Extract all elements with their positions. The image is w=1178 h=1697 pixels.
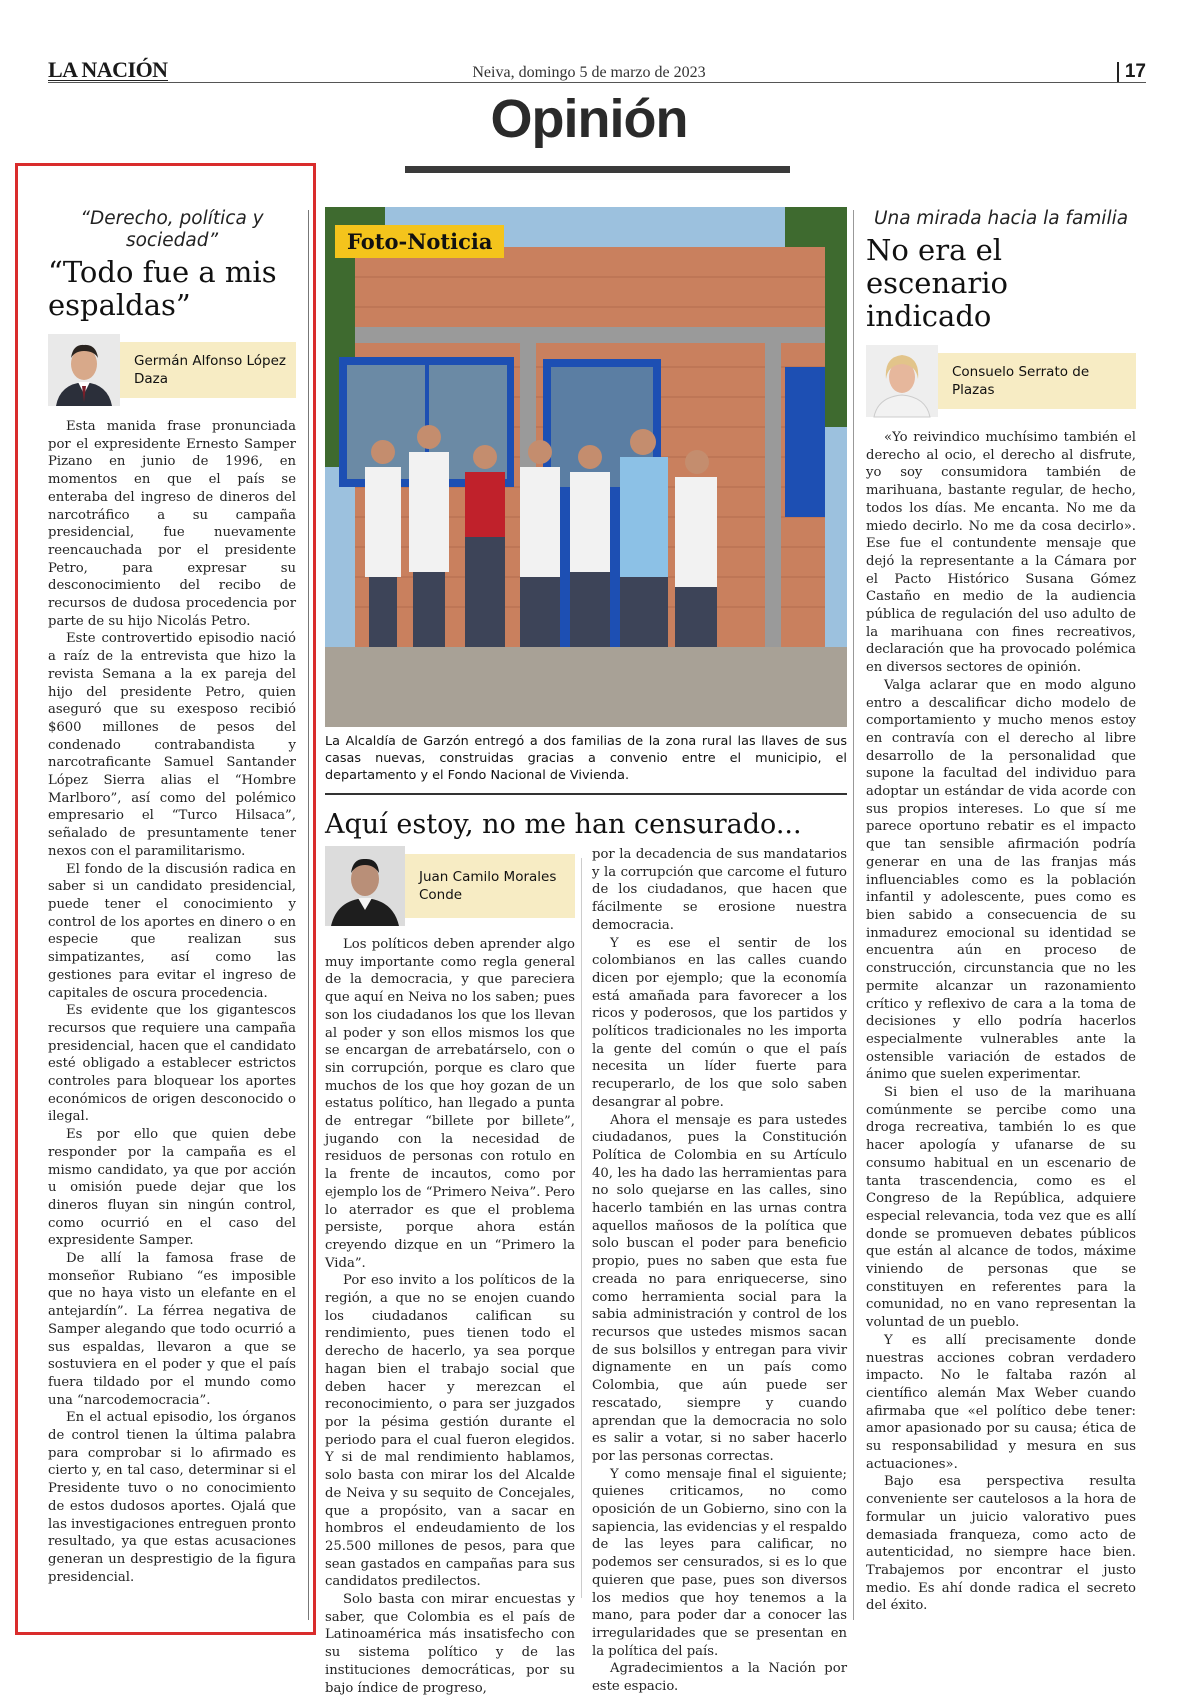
paragraph: De allí la famosa frase de monseñor Rubiano “es imposible que no haya visto un elefante en el antejardín”. La férrea negativa de Samper alegando que todo ocurrió a sus espaldas, llevaron a que se sostuviera en el poder y que el país fuera tildado por el mundo como una “narcodemocracia”. <box>48 1251 296 1408</box>
paragraph: Y es ese el sentir de los colombianos en las calles cuando dicen por ejemplo; que la economía está amañada para favorecer a los ricos y poderosos, que los partidos y políticos tradicionales no les importa la gente del común o que el país necesita un líder fuerte para recuperarlo, de los que solo saben desangrar al pobre. <box>592 935 847 1110</box>
column-divider <box>853 210 854 1620</box>
paragraph: Y como mensaje final el siguiente; quienes criticamos, no como oposición de un Gobierno, sino con la sapiencia, las evidencias y el respaldo de las leyes para calificar, no podemos ser censurados, si es lo que quieren que pase, pues son diversos los medios que hoy tenemos a la mano, para poder dar a conocer las irregularidades que se presentan en la política del país. <box>592 1466 847 1659</box>
photo-tag: Foto-Noticia <box>335 225 504 258</box>
middle-column-1 <box>325 846 575 1697</box>
column-divider <box>581 858 582 1598</box>
byline <box>866 345 1136 417</box>
caption-rule <box>325 793 847 795</box>
paragraph: El fondo de la discusión radica en saber si un candidato presidencial, puede tener el conocimiento y control de los aportes en dinero o en especie que realizan sus simpatizantes, así como las gestiones para evitar el ingreso de capitales de oscura procedencia. <box>48 861 296 1001</box>
paragraph: «Yo reivindico muchísimo también el derecho al ocio, el derecho al disfrute, yo soy consumidora también de marihuana, bastante regular, de hecho, todos los días. Me encanta. No me da miedo decirlo. No me da cosa decirlo». Ese fue el contundente mensaje que dejó la representante a la Cámara por el Pacto Histórico Susana Gómez Castaño en medio de la audiencia pública de regulación del uso adulto de la marihuana con fines recreativos, declaración que ha provocado polémica en diversos sectores de opinión. <box>866 430 1136 676</box>
paragraph: Este controvertido episodio nació a raíz de la entrevista que hizo la revista Semana a la ex pareja del hijo del presidente Petro, quien aseguró que su exesposo recibió $600 millones de pesos del condenado contrabandista y narcotraficante Samuel Santander López Sierra alias el “Hombre Marlboro”, así como del polémico empresario el “Turco Hilsaca”, señalado de presuntamente tener nexos con el paramilitarismo. <box>48 631 296 859</box>
right-column <box>866 208 1136 1615</box>
column-divider <box>308 210 309 1620</box>
author-name: Germán Alfonso López Daza <box>110 342 296 398</box>
photo-caption: La Alcaldía de Garzón entregó a dos familias de la zona rural las llaves de sus casas nuevas, construidas gracias a convenio entre el municipio, el departamento y el Fondo Nacional de Vivienda. <box>325 734 847 783</box>
paragraph: Ahora el mensaje es para ustedes ciudadanos, pues la Constitución Política de Colombia en su Artículo 40, les ha dado las herramientas para no solo quejarse en las calles, sino hacerlo también en las urnas contra aquellos mañosos de la política que solo buscan el poder para beneficio propio, pues no saben que esta fue creada no para enriquecerse, sino como herramienta social para la sabia administración y control de los recursos que ustedes mismos sacan de sus bolsillos y entregan para vivir dignamente en un país como Colombia, que aún puede ser rescatado, siempre y cuando aprendan que la democracia no solo es salir a votar, si no saber hacerlo por las personas correctas. <box>592 1112 847 1464</box>
section-underline <box>405 166 790 173</box>
dateline: Neiva, domingo 5 de marzo de 2023 <box>472 64 706 81</box>
left-column <box>48 208 296 1586</box>
section-title: Opinión <box>490 89 688 149</box>
header-rule <box>48 82 1146 83</box>
paragraph: Y es allí precisamente donde nuestras acciones cobran verdadero impacto. No le faltaba razón al científico alemán Max Weber cuando afirmaba que «el político debe tener: amor apasionado por su causa; ética de su responsabilidad y mesura en sus actuaciones». <box>866 1332 1136 1472</box>
paragraph: por la decadencia de sus mandatarios y la corrupción que carcome el futuro de los ciudadanos, que hacen que fácilmente se erosione nuestra democracia. <box>592 847 847 933</box>
paragraph: Es por ello que quien debe responder por la campaña es el mismo candidato, ya que por acción u omisión puede dejar que los dineros fluyan sin ningún control, como ocurrió en el caso del expresidente Samper. <box>48 1127 296 1249</box>
article-headline: “Todo fue a mis espaldas” <box>48 255 277 322</box>
article-body <box>592 846 847 1696</box>
byline <box>48 334 296 406</box>
article-headline: Aquí estoy, no me han censurado... <box>325 809 802 840</box>
author-name: Juan Camilo Morales Conde <box>395 854 575 918</box>
byline <box>325 846 575 926</box>
author-avatar <box>325 846 405 926</box>
paragraph: Valga aclarar que en modo alguno entro a descalificar dicho modelo de comportamiento y mucho menos estoy en contravía con el derecho al libre desarrollo de la personalidad que supone la facultad del individuo para adoptar un estándar de vida acorde con sus propios intereses. Lo que sí me parece oportuno rebatir es el impacto que tan sensible afirmación podría generar en una de las franjas más influenciables como es la población infantil y adolescente, pues como es bien sabido a consecuencia de su inmadurez emocional su identidad se encuentra aún en proceso de construcción, circunstancia que no les permite alcanzar un razonamiento crítico y reflexivo de cara a la toma de decisiones y ello podría hacerlos especialmente vulnerables ante la ostensible variación de estados de ánimo que suelen experimentar. <box>866 677 1136 1083</box>
author-avatar <box>48 334 120 406</box>
article-body <box>866 429 1136 1615</box>
paragraph: Es evidente que los gigantescos recursos que requiere una campaña presidencial, hacen que el candidato esté obligado a establecer estrictos controles para bloquear los aportes económicos de origen desconocido o ilegal. <box>48 1003 296 1125</box>
paragraph: Agradecimientos a la Nación por este espacio. <box>592 1661 847 1695</box>
paragraph: Si bien el uso de la marihuana comúnmente se percibe como una droga recreativa, también lo es que hacer apología y ufanarse de su consumo habitual en un escenario de tanta trascendencia, como es el Congreso de la República, adquiere especial relevancia, toda vez que es allí donde se promueven debates públicos que están al alcance de todos, máxime viniendo de personas que se constituyen en referentes para la comunidad, no en vano representan la voluntad de un pueblo. <box>866 1085 1136 1331</box>
paragraph: En el actual episodio, los órganos de control tienen la última palabra para comprobar si lo afirmado es cierto y, en tal caso, determinar si el Presidente tuvo o no conocimiento de estos dudosos aportes. Ojalá que las investigaciones entreguen pronto resultado, ya que estas acusaciones generan un desprestigio de la figura presidencial. <box>48 1410 296 1585</box>
paragraph: Solo basta con mirar encuestas y saber, que Colombia es el país de Latinoamérica más insatisfecho con su sistema político y de las instituciones democráticas, por su bajo índice de progreso, <box>325 1592 575 1696</box>
newspaper-logo: LA NACIÓN <box>48 57 168 82</box>
column-kicker: “Derecho, política y sociedad” <box>80 208 264 251</box>
paragraph: Los políticos deben aprender algo muy importante como regla general de la democracia, y que pareciera que aquí en Neiva no los saben; pues son los ciudadanos los que los llevan al poder y son ellos mismos los que se encargan de arrebatárselo, con o sin corrupción, porque es claro que muchos de los que hoy gozan de un estatus político, han llegado a punta de entregar “billete por billete”, jugando con la necesidad de residuos de personas con rotulo en la frente de incautos, como por ejemplo los de “Primero Neiva”. Pero lo aterrador es que el problema persiste, porque ahora están creyendo dizque en un “Primero la Vida”. <box>325 937 575 1271</box>
paragraph: Esta manida frase pronunciada por el expresidente Ernesto Samper Pizano en junio de 1996, en momentos en que el país se enteraba del ingreso de dineros del narcotráfico a su campaña presidencial, fue nuevamente reencauchada por el presidente Petro, para expresar su desconocimiento del recibo de recursos de dudosa procedencia por parte de su hijo Nicolás Petro. <box>48 419 296 629</box>
article-body <box>48 418 296 1586</box>
middle-column-2 <box>592 846 847 1696</box>
column-kicker: Una mirada hacia la familia <box>873 208 1129 229</box>
article-body <box>325 936 575 1697</box>
article-headline: No era el escenario indicado <box>866 233 1009 333</box>
news-photo <box>325 207 847 727</box>
author-avatar <box>866 345 938 417</box>
page-number: 17 <box>1117 62 1146 82</box>
author-name: Consuelo Serrato de Plazas <box>928 353 1136 409</box>
paragraph: Por eso invito a los políticos de la región, a que no se enojen cuando los ciudadanos califican su rendimiento, pues tienen todo el derecho de hacerlo, ya sea porque hagan bien el trabajo social que deben hacer y merezcan el reconocimiento, o para ser juzgados por la pésima gestión durante el periodo para el cual fueron elegidos. Y si de mal rendimiento hablamos, solo basta con mirar los del Alcalde de Neiva y su sequito de Concejales, que a propósito, van a sacar en hombros el endeudamiento de los 25.500 millones de pesos, para que sean gastados en campañas para sus candidatos predilectos. <box>325 1273 575 1590</box>
paragraph: Bajo esa perspectiva resulta conveniente ser cautelosos a la hora de formular un juicio valorativo pues demasiada franqueza, como acto de autenticidad, no siempre hace bien. Trabajemos por encontrar el justo medio. Es ahí donde radica el secreto del éxito. <box>866 1474 1136 1614</box>
